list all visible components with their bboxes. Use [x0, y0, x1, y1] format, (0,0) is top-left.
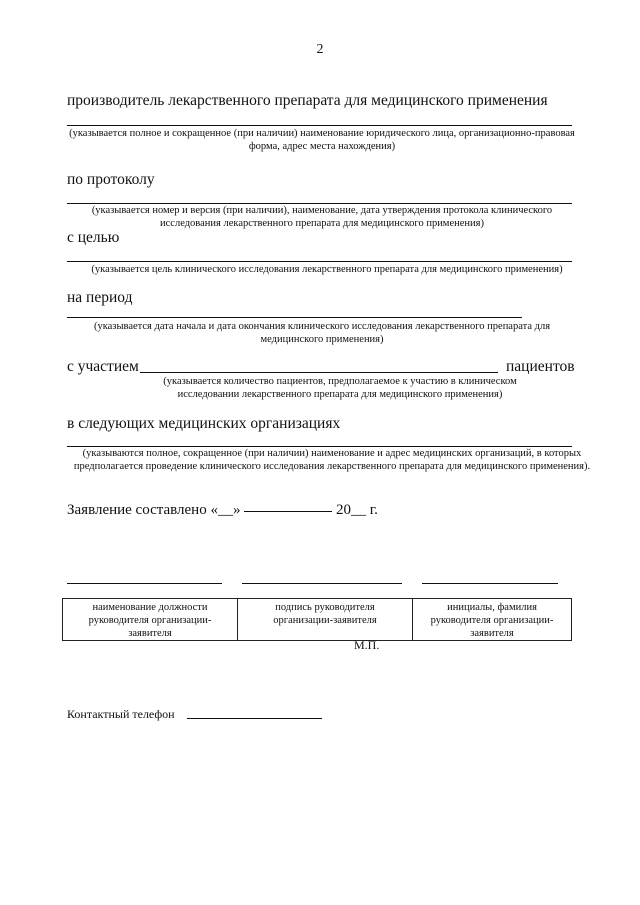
initials-caption-line2: руководителя организации- [430, 615, 554, 626]
signature-caption [238, 599, 413, 641]
position-caption-line1: наименование должности [92, 602, 208, 613]
participants-hint [130, 375, 550, 401]
period-hint [62, 320, 582, 346]
organizations-hint-line1: (указываются полное, сокращенное (при наличии) наименование и адрес медицинских организаций, в которых [82, 448, 582, 459]
organizations-hint [62, 447, 602, 473]
statement-year-blank[interactable]: __ [350, 502, 366, 518]
protocol-hint [62, 204, 582, 230]
contact-phone-label: Контактный телефон [67, 707, 175, 721]
participants-prefix: с участием [67, 358, 139, 375]
protocol-hint-line1: (указывается номер и версия (при наличии), наименование, дата утверждения протокола клинического [91, 205, 553, 216]
position-caption-line2: руководителя организации- [88, 615, 212, 626]
initials-caption [413, 599, 572, 641]
page-number: 2 [316, 42, 324, 57]
protocol-heading: по протоколу [67, 171, 155, 188]
statement-prefix: Заявление составлено « [67, 502, 218, 518]
statement-close-quote: » [232, 502, 241, 518]
signature-caption-line2: организации-заявителя [273, 615, 377, 626]
manufacturer-hint-line2: форма, адрес места нахождения) [248, 141, 396, 152]
statement-year-suffix: г. [369, 502, 378, 518]
stamp-label: М.П. [354, 638, 380, 652]
protocol-hint-line2: исследования лекарственного препарата для медицинского применения) [160, 218, 484, 229]
signature-table-row [63, 599, 572, 641]
purpose-field-line[interactable] [67, 261, 572, 262]
statement-month-field[interactable] [244, 511, 332, 512]
participants-hint-line1: (указывается количество пациентов, предполагаемое к участию в клиническом [163, 376, 517, 387]
period-field-line[interactable] [67, 317, 522, 318]
position-caption [63, 599, 238, 641]
signature-line[interactable] [242, 583, 402, 584]
position-caption-line3: заявителя [128, 628, 172, 639]
initials-caption-line3: заявителя [470, 628, 514, 639]
purpose-heading: с целью [67, 229, 120, 246]
signature-table [62, 598, 572, 641]
statement-day-blank[interactable]: __ [217, 502, 233, 518]
initials-signature-line[interactable] [422, 583, 558, 584]
organizations-heading: в следующих медицинских организациях [67, 415, 341, 432]
period-hint-line2: медицинского применения) [260, 334, 384, 345]
signature-caption-line1: подпись руководителя [275, 602, 375, 613]
contact-phone-field[interactable] [187, 718, 322, 719]
participants-suffix: пациентов [506, 358, 575, 375]
period-hint-line1: (указывается дата начала и дата окончания клинического исследования лекарственного препарата для [93, 321, 551, 332]
manufacturer-hint-line1: (указывается полное и сокращенное (при наличии) наименование юридического лица, организационно-правовая [69, 128, 575, 139]
statement-year-prefix: 20 [335, 502, 351, 518]
participants-hint-line2: исследовании лекарственного препарата для медицинского применения) [177, 389, 503, 400]
organizations-hint-line2: предполагается проведение клинического исследования лекарственного препарата для медицинского применения). [73, 461, 591, 472]
position-signature-line[interactable] [67, 583, 222, 584]
manufacturer-field-line[interactable] [67, 125, 572, 126]
purpose-hint: (указывается цель клинического исследования лекарственного препарата для медицинского применения) [91, 264, 563, 275]
manufacturer-heading: производитель лекарственного препарата для медицинского применения [67, 92, 548, 109]
statement-date [67, 502, 378, 519]
initials-caption-line1: инициалы, фамилия [447, 602, 537, 613]
period-heading: на период [67, 289, 133, 306]
manufacturer-hint [62, 127, 582, 153]
participants-count-field[interactable] [140, 372, 498, 373]
